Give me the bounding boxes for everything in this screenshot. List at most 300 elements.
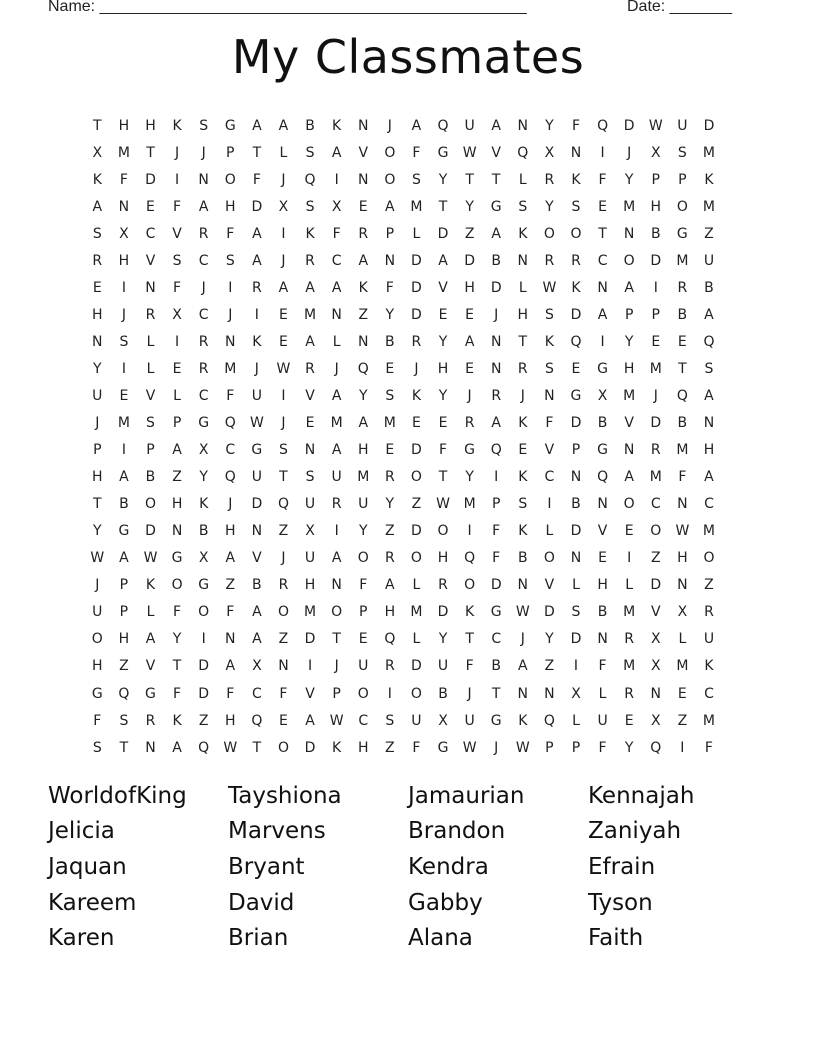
grid-letter: B	[491, 252, 501, 269]
grid-letter: I	[281, 387, 286, 404]
grid-letter: Z	[198, 712, 209, 729]
grid-letter: G	[464, 442, 476, 459]
grid-letter: P	[359, 604, 368, 621]
grid-letter: N	[650, 685, 661, 702]
grid-letter: H	[118, 252, 130, 269]
grid-letter: E	[305, 415, 315, 432]
grid-letter: I	[201, 631, 206, 648]
grid-letter: B	[491, 658, 501, 675]
word-list-item: Zaniyah	[588, 818, 682, 845]
grid-letter: A	[172, 442, 182, 459]
grid-letter: Q	[384, 631, 396, 648]
grid-letter: A	[704, 387, 714, 404]
grid-letter: J	[334, 360, 339, 377]
grid-letter: N	[597, 279, 608, 296]
grid-letter: O	[410, 685, 422, 702]
grid-letter: G	[490, 604, 502, 621]
grid-letter: Y	[438, 171, 448, 188]
grid-letter: V	[358, 144, 369, 161]
grid-letter: V	[305, 685, 315, 702]
grid-letter: D	[411, 523, 422, 540]
grid-letter: F	[252, 171, 261, 188]
grid-letter: W	[462, 144, 477, 161]
grid-letter: E	[385, 360, 395, 377]
grid-letter: P	[93, 442, 102, 459]
grid-letter: J	[95, 577, 100, 594]
grid-letter: K	[571, 171, 581, 188]
grid-letter: Q	[543, 712, 555, 729]
grid-letter: N	[278, 658, 289, 675]
grid-letter: V	[597, 523, 608, 540]
grid-letter: B	[597, 415, 608, 432]
grid-letter: N	[384, 252, 396, 269]
grid-letter: W	[675, 523, 690, 540]
grid-letter: X	[438, 712, 448, 729]
grid-letter: H	[92, 658, 103, 675]
grid-letter: O	[464, 577, 476, 594]
grid-letter: T	[438, 198, 448, 215]
grid-letter: K	[571, 279, 581, 296]
grid-letter: X	[92, 144, 103, 161]
grid-letter: H	[92, 306, 103, 323]
grid-letter: N	[570, 144, 582, 161]
grid-letter: V	[544, 442, 555, 459]
grid-letter: X	[650, 712, 661, 729]
grid-letter: E	[438, 415, 448, 432]
grid-letter: D	[544, 604, 555, 621]
grid-letter: S	[518, 496, 528, 513]
grid-letter: B	[198, 523, 209, 540]
grid-letter: B	[704, 279, 714, 296]
grid-letter: O	[198, 604, 210, 621]
grid-letter: A	[491, 117, 501, 134]
grid-letter: R	[145, 712, 156, 729]
grid-letter: F	[332, 225, 341, 242]
grid-letter: J	[414, 360, 419, 377]
grid-letter: I	[600, 333, 605, 350]
grid-letter: K	[704, 658, 714, 675]
grid-letter: A	[92, 198, 103, 215]
grid-letter: K	[199, 496, 209, 513]
grid-letter: D	[251, 496, 263, 513]
grid-letter: N	[225, 333, 236, 350]
grid-letter: O	[91, 631, 103, 648]
name-field-label: Name: ________________________________________________	[48, 0, 527, 15]
grid-letter: A	[252, 252, 262, 269]
grid-letter: T	[438, 469, 448, 486]
grid-letter: D	[198, 658, 210, 675]
grid-letter: A	[252, 117, 262, 134]
grid-letter: A	[385, 577, 395, 594]
grid-letter: N	[517, 577, 529, 594]
grid-letter: X	[252, 658, 262, 675]
grid-letter: W	[515, 739, 530, 756]
grid-letter: I	[627, 550, 632, 567]
grid-letter: T	[146, 144, 155, 161]
grid-letter: K	[252, 333, 262, 350]
grid-letter: S	[677, 144, 687, 161]
grid-letter: D	[304, 739, 316, 756]
grid-letter: S	[225, 252, 235, 269]
grid-letter: K	[411, 387, 422, 404]
grid-letter: G	[437, 144, 449, 161]
grid-letter: F	[704, 739, 713, 756]
grid-letter: U	[358, 496, 369, 513]
grid-letter: K	[544, 333, 554, 350]
grid-letter: R	[358, 225, 369, 242]
grid-letter: J	[228, 496, 233, 513]
grid-letter: C	[650, 496, 661, 513]
grid-letter: X	[172, 306, 182, 323]
grid-letter: T	[279, 469, 288, 486]
grid-letter: E	[358, 198, 368, 215]
grid-letter: S	[544, 306, 554, 323]
grid-letter: D	[304, 631, 316, 648]
grid-letter: M	[702, 144, 715, 161]
grid-letter: K	[92, 171, 102, 188]
grid-letter: F	[226, 225, 235, 242]
grid-letter: Q	[464, 550, 476, 567]
grid-letter: S	[518, 198, 528, 215]
grid-letter: H	[597, 577, 608, 594]
grid-letter: G	[490, 712, 502, 729]
grid-letter: A	[172, 739, 182, 756]
grid-letter: W	[223, 739, 238, 756]
grid-letter: U	[358, 658, 369, 675]
grid-letter: Z	[464, 225, 475, 242]
grid-letter: L	[518, 279, 527, 296]
grid-letter: S	[305, 198, 315, 215]
grid-letter: H	[225, 198, 236, 215]
grid-letter: A	[518, 658, 528, 675]
grid-letter: Z	[172, 469, 182, 486]
grid-letter: G	[597, 442, 608, 459]
grid-letter: I	[547, 496, 552, 513]
grid-letter: O	[650, 523, 662, 540]
grid-letter: T	[678, 360, 687, 377]
grid-letter: A	[597, 306, 608, 323]
grid-letter: A	[438, 252, 448, 269]
grid-letter: Z	[225, 577, 236, 594]
grid-letter: N	[145, 279, 156, 296]
grid-letter: M	[623, 604, 636, 621]
word-list-item: Brandon	[408, 818, 506, 845]
grid-letter: L	[518, 171, 527, 188]
grid-letter: M	[117, 415, 130, 432]
grid-letter: C	[198, 387, 209, 404]
grid-letter: E	[279, 712, 288, 729]
grid-letter: A	[252, 631, 262, 648]
grid-letter: Z	[677, 712, 688, 729]
grid-letter: P	[571, 442, 581, 459]
grid-letter: M	[330, 415, 343, 432]
grid-letter: Q	[277, 496, 289, 513]
grid-letter: A	[331, 550, 342, 567]
word-list-item: Brian	[228, 925, 289, 952]
grid-letter: F	[226, 604, 235, 621]
grid-letter: Y	[199, 469, 208, 486]
grid-letter: M	[676, 252, 689, 269]
grid-letter: H	[92, 469, 103, 486]
grid-letter: A	[624, 469, 634, 486]
grid-letter: D	[145, 523, 156, 540]
grid-letter: G	[198, 577, 210, 594]
grid-letter: E	[518, 442, 528, 459]
grid-letter: E	[598, 550, 607, 567]
grid-letter: F	[119, 171, 128, 188]
grid-letter: Q	[490, 442, 502, 459]
grid-letter: U	[597, 712, 608, 729]
grid-letter: A	[491, 415, 501, 432]
grid-letter: F	[465, 658, 474, 675]
grid-letter: M	[304, 604, 317, 621]
grid-letter: F	[359, 577, 368, 594]
grid-letter: O	[171, 577, 183, 594]
grid-letter: N	[517, 252, 529, 269]
grid-letter: D	[490, 279, 502, 296]
grid-letter: O	[384, 171, 396, 188]
grid-letter: H	[225, 712, 236, 729]
grid-letter: K	[465, 604, 475, 621]
grid-letter: T	[93, 496, 102, 513]
grid-letter: N	[198, 171, 209, 188]
grid-letter: Y	[624, 333, 634, 350]
grid-letter: V	[145, 252, 156, 269]
grid-letter: E	[598, 198, 607, 215]
grid-letter: S	[571, 198, 581, 215]
grid-letter: S	[305, 144, 315, 161]
grid-letter: M	[410, 604, 423, 621]
grid-letter: P	[332, 685, 341, 702]
grid-letter: K	[518, 712, 528, 729]
grid-letter: K	[172, 117, 182, 134]
grid-letter: T	[332, 631, 341, 648]
grid-letter: E	[119, 387, 129, 404]
word-list-item: Kareem	[48, 889, 137, 916]
grid-letter: H	[464, 279, 475, 296]
grid-letter: U	[304, 550, 316, 567]
grid-letter: D	[251, 198, 263, 215]
grid-letter: D	[703, 117, 715, 134]
grid-letter: F	[226, 685, 235, 702]
grid-letter: V	[438, 279, 448, 296]
grid-letter: E	[411, 415, 421, 432]
grid-letter: X	[677, 604, 688, 621]
grid-letter: C	[225, 442, 236, 459]
grid-letter: N	[517, 685, 529, 702]
grid-letter: B	[571, 496, 581, 513]
grid-letter: Z	[358, 306, 369, 323]
grid-letter: R	[305, 360, 315, 377]
grid-letter: T	[465, 631, 474, 648]
grid-letter: Z	[385, 523, 395, 540]
grid-letter: I	[467, 523, 472, 540]
grid-letter: D	[570, 306, 582, 323]
grid-letter: B	[650, 225, 661, 242]
grid-letter: J	[494, 739, 499, 756]
grid-letter: S	[704, 360, 714, 377]
grid-letter: A	[491, 225, 501, 242]
grid-letter: R	[438, 577, 448, 594]
word-list-item: WorldofKing	[48, 782, 187, 809]
grid-letter: L	[412, 577, 421, 594]
grid-letter: C	[544, 469, 555, 486]
page-title: My Classmates	[231, 30, 585, 84]
grid-letter: I	[228, 279, 233, 296]
grid-letter: V	[172, 225, 182, 242]
grid-letter: K	[518, 415, 528, 432]
word-list-item: Bryant	[228, 853, 305, 880]
date-field-label: Date: _______	[627, 0, 732, 15]
grid-letter: N	[703, 415, 715, 432]
grid-letter: Q	[517, 144, 529, 161]
grid-letter: E	[438, 306, 448, 323]
grid-letter: I	[281, 225, 286, 242]
grid-letter: N	[357, 333, 369, 350]
grid-letter: M	[676, 442, 689, 459]
grid-letter: V	[650, 604, 661, 621]
grid-letter: K	[358, 279, 368, 296]
grid-letter: L	[678, 631, 687, 648]
grid-letter: Q	[118, 685, 130, 702]
grid-letter: A	[331, 442, 342, 459]
grid-letter: X	[198, 442, 209, 459]
grid-letter: S	[172, 252, 182, 269]
grid-letter: B	[677, 306, 688, 323]
grid-letter: S	[385, 387, 395, 404]
grid-letter: J	[467, 685, 472, 702]
grid-letter: H	[384, 604, 396, 621]
grid-letter: S	[411, 171, 421, 188]
grid-letter: A	[252, 604, 262, 621]
grid-letter: X	[650, 658, 661, 675]
grid-letter: U	[92, 387, 103, 404]
grid-letter: V	[145, 658, 156, 675]
grid-letter: N	[251, 523, 263, 540]
grid-letter: I	[254, 306, 259, 323]
grid-letter: R	[571, 252, 581, 269]
grid-letter: F	[173, 279, 182, 296]
grid-letter: J	[281, 550, 286, 567]
grid-letter: Y	[624, 171, 634, 188]
grid-letter: Y	[438, 631, 448, 648]
word-list-item: Kendra	[408, 853, 489, 880]
grid-letter: N	[677, 496, 688, 513]
grid-letter: R	[517, 360, 528, 377]
grid-letter: D	[198, 685, 210, 702]
grid-letter: B	[252, 577, 262, 594]
grid-letter: Q	[304, 171, 316, 188]
grid-letter: S	[92, 225, 102, 242]
grid-letter: N	[92, 333, 103, 350]
grid-letter: H	[437, 550, 449, 567]
grid-letter: B	[677, 415, 688, 432]
grid-letter: H	[703, 442, 715, 459]
grid-letter: P	[491, 496, 501, 513]
grid-letter: B	[385, 333, 395, 350]
grid-letter: Q	[650, 739, 662, 756]
grid-letter: F	[571, 117, 581, 134]
grid-letter: X	[571, 685, 581, 702]
grid-letter: C	[491, 631, 502, 648]
grid-letter: T	[93, 117, 102, 134]
grid-letter: M	[410, 198, 423, 215]
grid-letter: L	[572, 712, 580, 729]
grid-letter: G	[597, 360, 608, 377]
grid-letter: M	[463, 496, 476, 513]
grid-letter: V	[624, 415, 634, 432]
grid-letter: G	[118, 523, 130, 540]
grid-letter: G	[570, 387, 582, 404]
grid-letter: P	[146, 442, 155, 459]
grid-letter: W	[462, 739, 477, 756]
grid-letter: Q	[597, 469, 609, 486]
grid-letter: A	[331, 387, 342, 404]
grid-letter: X	[544, 144, 555, 161]
grid-letter: D	[570, 631, 582, 648]
grid-letter: Y	[465, 469, 474, 486]
grid-letter: L	[625, 577, 634, 594]
grid-letter: Z	[119, 658, 129, 675]
grid-letter: P	[119, 604, 129, 621]
grid-letter: C	[331, 252, 342, 269]
grid-letter: N	[597, 496, 608, 513]
grid-letter: W	[90, 550, 105, 567]
grid-letter: H	[118, 117, 130, 134]
grid-letter: N	[490, 360, 502, 377]
grid-letter: O	[357, 550, 369, 567]
grid-letter: A	[252, 225, 262, 242]
grid-letter: S	[119, 712, 129, 729]
grid-letter: M	[623, 387, 636, 404]
grid-letter: F	[93, 712, 102, 729]
grid-letter: M	[702, 523, 715, 540]
grid-letter: M	[224, 360, 237, 377]
word-list-item: David	[228, 889, 295, 916]
grid-letter: Y	[545, 631, 554, 648]
grid-letter: T	[491, 685, 501, 702]
grid-letter: U	[703, 252, 715, 269]
grid-letter: Y	[358, 387, 368, 404]
grid-letter: A	[385, 198, 395, 215]
grid-letter: X	[650, 144, 661, 161]
grid-letter: T	[491, 171, 501, 188]
grid-letter: H	[517, 306, 529, 323]
word-list-item: Gabby	[408, 889, 483, 916]
grid-letter: W	[276, 360, 291, 377]
grid-letter: F	[226, 387, 235, 404]
grid-letter: B	[145, 469, 156, 486]
grid-letter: X	[305, 523, 315, 540]
grid-letter: R	[464, 415, 475, 432]
grid-letter: Q	[437, 117, 449, 134]
grid-letter: A	[225, 550, 236, 567]
grid-letter: H	[304, 577, 316, 594]
grid-letter: R	[251, 279, 262, 296]
grid-letter: B	[438, 685, 448, 702]
grid-letter: R	[198, 360, 209, 377]
grid-letter: R	[384, 469, 395, 486]
grid-letter: O	[676, 198, 688, 215]
grid-letter: P	[651, 306, 660, 323]
grid-letter: R	[331, 496, 342, 513]
grid-letter: G	[145, 685, 156, 702]
grid-letter: N	[171, 523, 183, 540]
grid-letter: P	[385, 225, 395, 242]
grid-letter: R	[624, 631, 635, 648]
grid-letter: R	[198, 333, 209, 350]
grid-letter: O	[277, 739, 289, 756]
